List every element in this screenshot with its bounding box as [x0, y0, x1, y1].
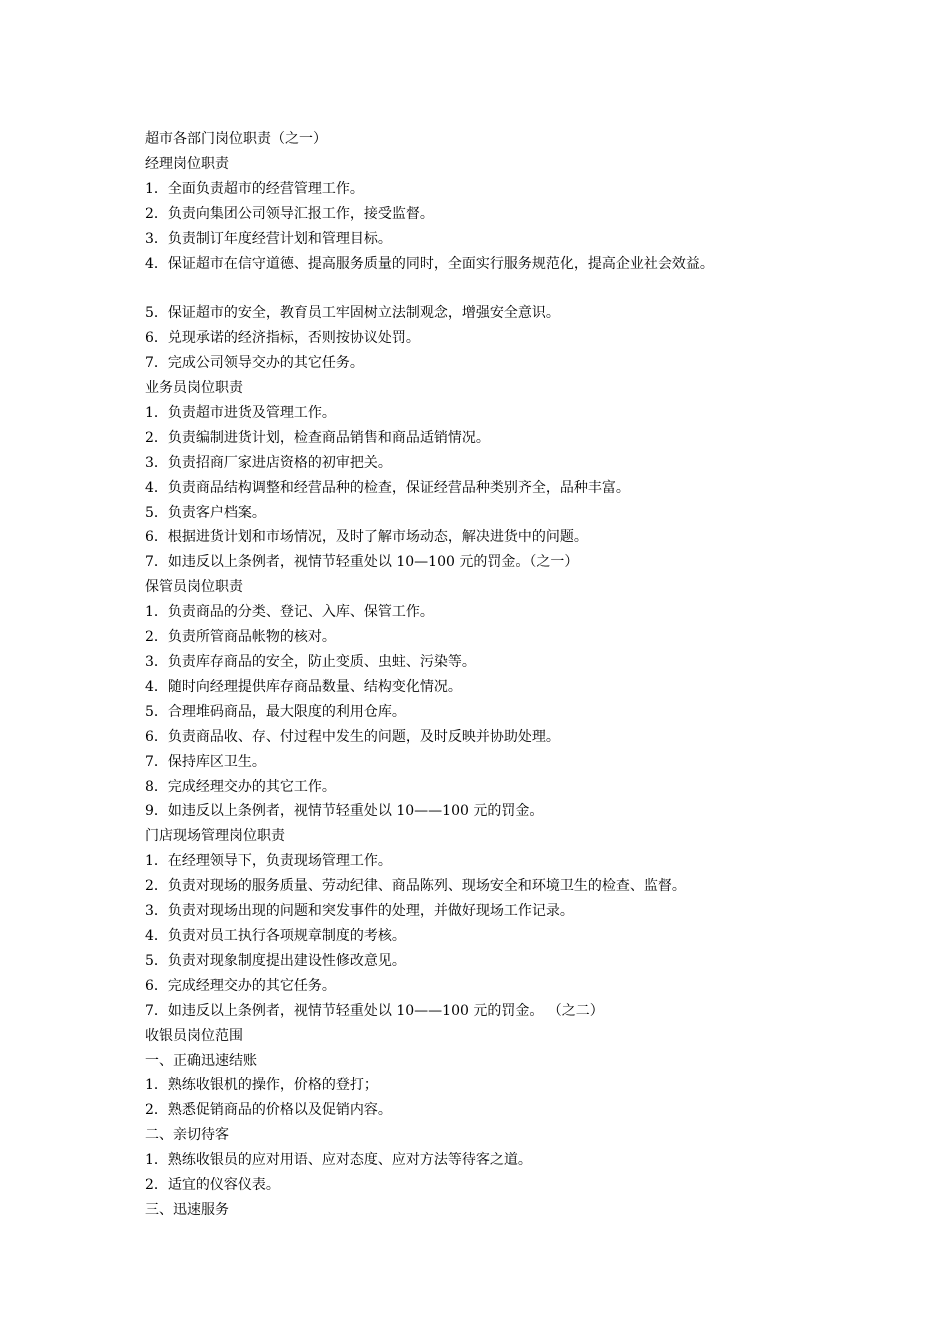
list-item: 7．如违反以上条例者，视情节轻重处以 10—100 元的罚金。（之一）	[145, 554, 579, 571]
list-item: 2．负责向集团公司领导汇报工作，接受监督。	[145, 205, 434, 222]
list-item: 6．负责商品收、存、付过程中发生的问题，及时反映并协助处理。	[145, 728, 560, 745]
list-item: 6．根据进货计划和市场情况，及时了解市场动态，解决进货中的问题。	[145, 529, 588, 546]
list-item: 1．在经理领导下，负责现场管理工作。	[145, 853, 392, 870]
list-item: 7．保持库区卫生。	[145, 753, 266, 770]
section-heading-floor-management: 门店现场管理岗位职责	[145, 828, 285, 845]
list-item: 1．负责商品的分类、登记、入库、保管工作。	[145, 604, 434, 621]
list-item: 8．完成经理交办的其它工作。	[145, 778, 336, 795]
list-item: 2．负责对现场的服务质量、劳动纪律、商品陈列、现场安全和环境卫生的检查、监督。	[145, 878, 686, 895]
list-item: 9．如违反以上条例者，视情节轻重处以 10——100 元的罚金。	[145, 803, 544, 820]
list-item: 4．负责商品结构调整和经营品种的检查，保证经营品种类别齐全，品种丰富。	[145, 479, 630, 496]
list-item: 3．负责对现场出现的问题和突发事件的处理，并做好现场工作记录。	[145, 903, 574, 920]
blank-line	[145, 276, 865, 301]
list-item: 3．负责库存商品的安全，防止变质、虫蛀、污染等。	[145, 654, 476, 671]
list-item: 二、亲切待客	[145, 1127, 229, 1144]
list-item: 4．保证超市在信守道德、提高服务质量的同时，全面实行服务规范化，提高企业社会效益。	[145, 255, 714, 272]
list-item: 一、正确迅速结账	[145, 1052, 257, 1069]
list-item: 3．负责招商厂家进店资格的初审把关。	[145, 454, 392, 471]
list-item: 6．完成经理交办的其它任务。	[145, 977, 336, 994]
section-heading-salesperson: 业务员岗位职责	[145, 380, 243, 397]
list-item: 5．负责客户档案。	[145, 504, 266, 521]
list-item: 1．负责超市进货及管理工作。	[145, 404, 336, 421]
section-heading-storekeeper: 保管员岗位职责	[145, 579, 243, 596]
list-item: 4．负责对员工执行各项规章制度的考核。	[145, 927, 406, 944]
list-item: 4．随时向经理提供库存商品数量、结构变化情况。	[145, 678, 462, 695]
document-body	[145, 127, 865, 1223]
section-heading-manager: 经理岗位职责	[145, 155, 229, 172]
section-heading-cashier: 收银员岗位范围	[145, 1027, 243, 1044]
list-item: 7．如违反以上条例者，视情节轻重处以 10——100 元的罚金。 （之二）	[145, 1002, 604, 1019]
list-item: 2．熟悉促销商品的价格以及促销内容。	[145, 1102, 392, 1119]
list-item: 6．兑现承诺的经济指标，否则按协议处罚。	[145, 330, 420, 347]
list-item: 5．保证超市的安全，教育员工牢固树立法制观念，增强安全意识。	[145, 305, 560, 322]
list-item: 2．负责所管商品帐物的核对。	[145, 629, 336, 646]
list-item: 5．合理堆码商品，最大限度的利用仓库。	[145, 703, 406, 720]
list-item: 1．熟练收银机的操作，价格的登打；	[145, 1077, 378, 1094]
list-item: 1．全面负责超市的经营管理工作。	[145, 180, 364, 197]
list-item: 2．适宜的仪容仪表。	[145, 1177, 280, 1194]
document-title: 超市各部门岗位职责（之一）	[145, 131, 327, 147]
list-item: 5．负责对现象制度提出建设性修改意见。	[145, 952, 406, 969]
list-item: 3．负责制订年度经营计划和管理目标。	[145, 230, 392, 247]
list-item: 三、迅速服务	[145, 1201, 229, 1218]
list-item: 1．熟练收银员的应对用语、应对态度、应对方法等待客之道。	[145, 1152, 532, 1169]
list-item: 7．完成公司领导交办的其它任务。	[145, 355, 364, 372]
list-item: 2．负责编制进货计划，检查商品销售和商品适销情况。	[145, 429, 490, 446]
